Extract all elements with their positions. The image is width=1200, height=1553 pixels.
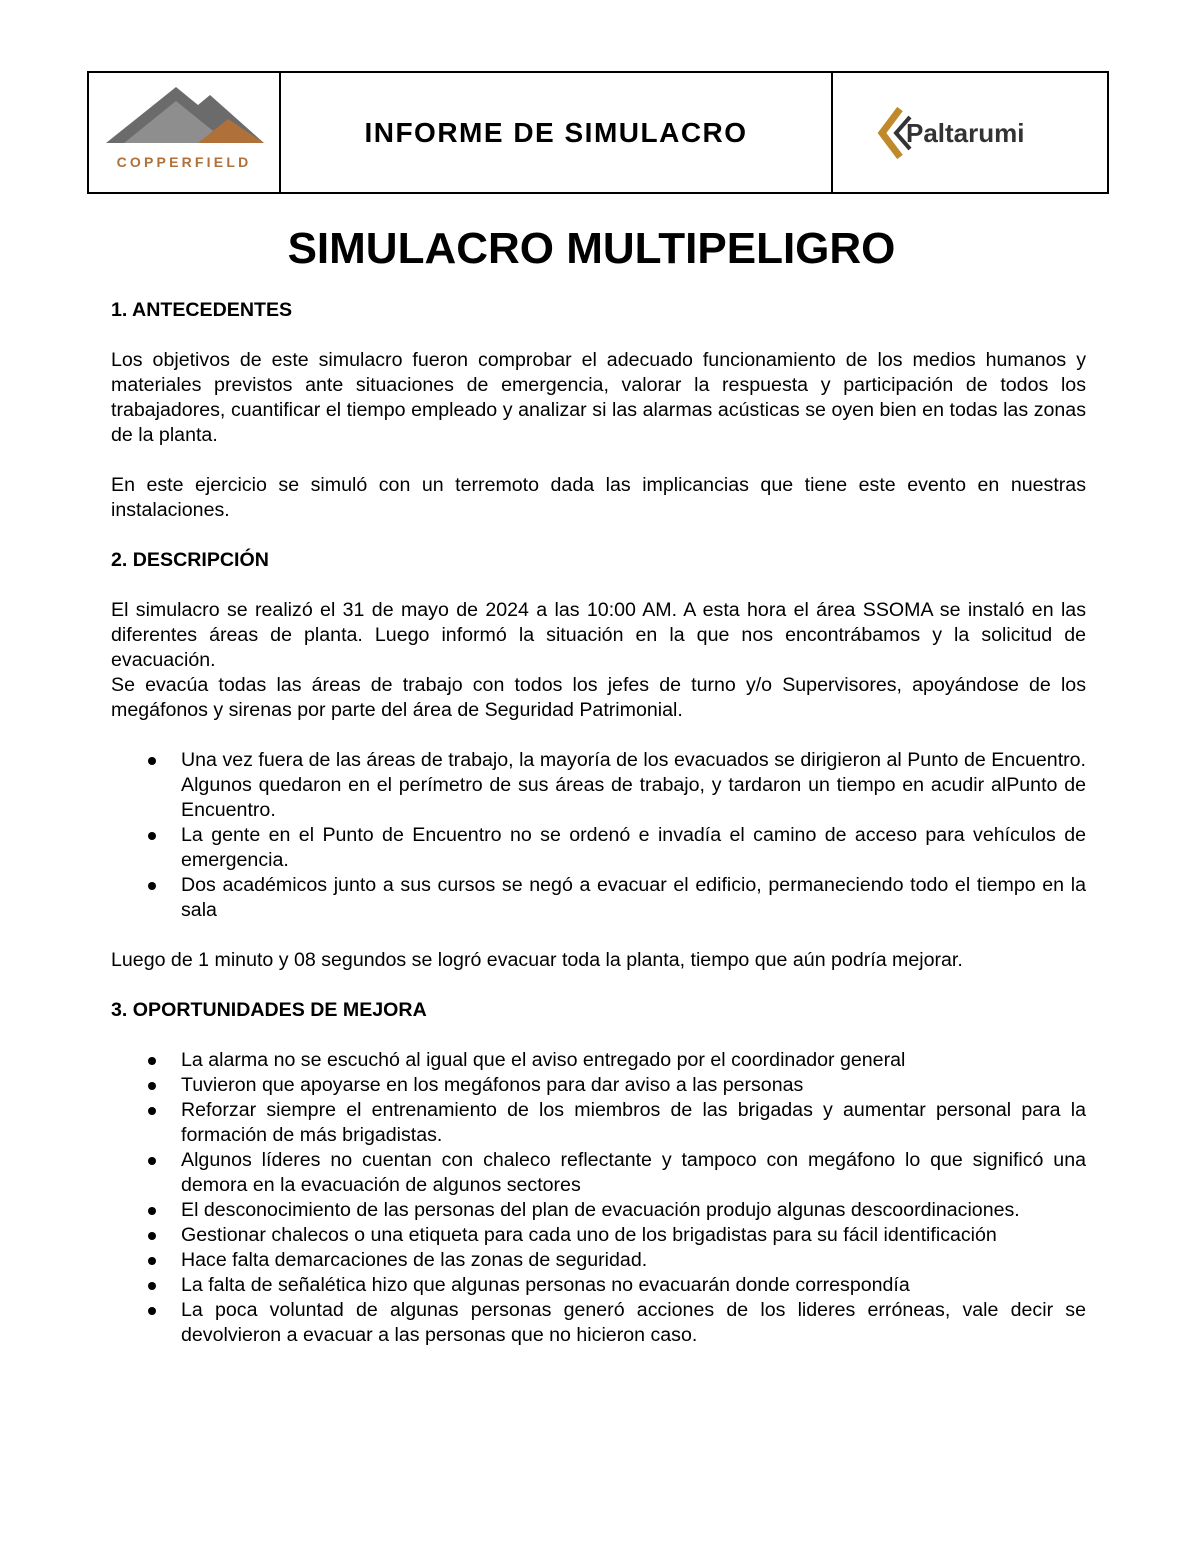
improvement-bullet-list bbox=[111, 1048, 1086, 1348]
list-item: Tuvieron que apoyarse en los megáfonos para dar aviso a las personas bbox=[111, 1073, 1086, 1098]
paragraph: Se evacúa todas las áreas de trabajo con todos los jefes de turno y/o Supervisores, apoyándose de los megáfonos y sirenas por parte del área de Seguridad Patrimonial. bbox=[111, 674, 1086, 721]
list-item: Reforzar siempre el entrenamiento de los miembros de las brigadas y aumentar personal para la formación de más brigadistas. bbox=[111, 1098, 1086, 1148]
paragraph: En este ejercicio se simuló con un terremoto dada las implicancias que tiene este evento en nuestras instalaciones. bbox=[111, 474, 1086, 521]
section-heading-mejora: 3. OPORTUNIDADES DE MEJORA bbox=[111, 999, 427, 1021]
list-item: Una vez fuera de las áreas de trabajo, la mayoría de los evacuados se dirigieron al Punto de Encuentro. Algunos quedaron en el perímetro de sus áreas de trabajo, y tardaron un tiempo en acudir alPunto de Encuentro. bbox=[111, 748, 1086, 823]
paragraph: El simulacro se realizó el 31 de mayo de 2024 a las 10:00 AM. A esta hora el área SSOMA se instaló en las diferentes áreas de planta. Luego informó la situación en la que nos encontrábamos y la solicitud de evacuación. bbox=[111, 599, 1086, 671]
list-item: Hace falta demarcaciones de las zonas de seguridad. bbox=[111, 1248, 1086, 1273]
list-item: El desconocimiento de las personas del plan de evacuación produjo algunas descoordinaciones. bbox=[111, 1198, 1086, 1223]
list-item: Dos académicos junto a sus cursos se negó a evacuar el edificio, permaneciendo todo el tiempo en la sala bbox=[111, 873, 1086, 923]
list-item: La poca voluntad de algunas personas generó acciones de los lideres erróneas, vale decir se devolvieron a evacuar a las personas que no hicieron caso. bbox=[111, 1298, 1086, 1348]
document-header bbox=[87, 71, 1109, 194]
copperfield-logo-cell bbox=[89, 73, 281, 192]
paragraph: Los objetivos de este simulacro fueron comprobar el adecuado funcionamiento de los medios humanos y materiales previstos ante situaciones de emergencia, valorar la respuesta y participación de todos los trabajadores, cuantificar el tiempo empleado y analizar si las alarmas acústicas se oyen bien en todas las zonas de la planta. bbox=[111, 349, 1086, 446]
list-item: Gestionar chalecos o una etiqueta para cada uno de los brigadistas para su fácil identificación bbox=[111, 1223, 1086, 1248]
document-body bbox=[111, 298, 1086, 1348]
description-bullet-list bbox=[111, 748, 1086, 923]
header-title-cell bbox=[281, 73, 833, 192]
list-item: La alarma no se escuchó al igual que el aviso entregado por el coordinador general bbox=[111, 1048, 1086, 1073]
list-item: Algunos líderes no cuentan con chaleco reflectante y tampoco con megáfono lo que significó una demora en la evacuación de algunos sectores bbox=[111, 1148, 1086, 1198]
list-item: La falta de señalética hizo que algunas personas no evacuarán donde correspondía bbox=[111, 1273, 1086, 1298]
document-title: SIMULACRO MULTIPELIGRO bbox=[287, 224, 896, 273]
section-heading-descripcion: 2. DESCRIPCIÓN bbox=[111, 549, 269, 571]
paltarumi-logo-text: Paltarumi bbox=[906, 117, 1025, 148]
header-title: INFORME DE SIMULACRO bbox=[364, 116, 748, 148]
copperfield-logo bbox=[94, 83, 274, 183]
copperfield-logo-text: COPPERFIELD bbox=[116, 153, 252, 170]
section-heading-antecedentes: 1. ANTECEDENTES bbox=[111, 299, 293, 321]
paltarumi-logo-cell bbox=[833, 73, 1107, 192]
paragraph: Luego de 1 minuto y 08 segundos se logró evacuar toda la planta, tiempo que aún podría mejorar. bbox=[111, 949, 963, 971]
list-item: La gente en el Punto de Encuentro no se ordenó e invadía el camino de acceso para vehículos de emergencia. bbox=[111, 823, 1086, 873]
paltarumi-logo bbox=[870, 103, 1070, 163]
